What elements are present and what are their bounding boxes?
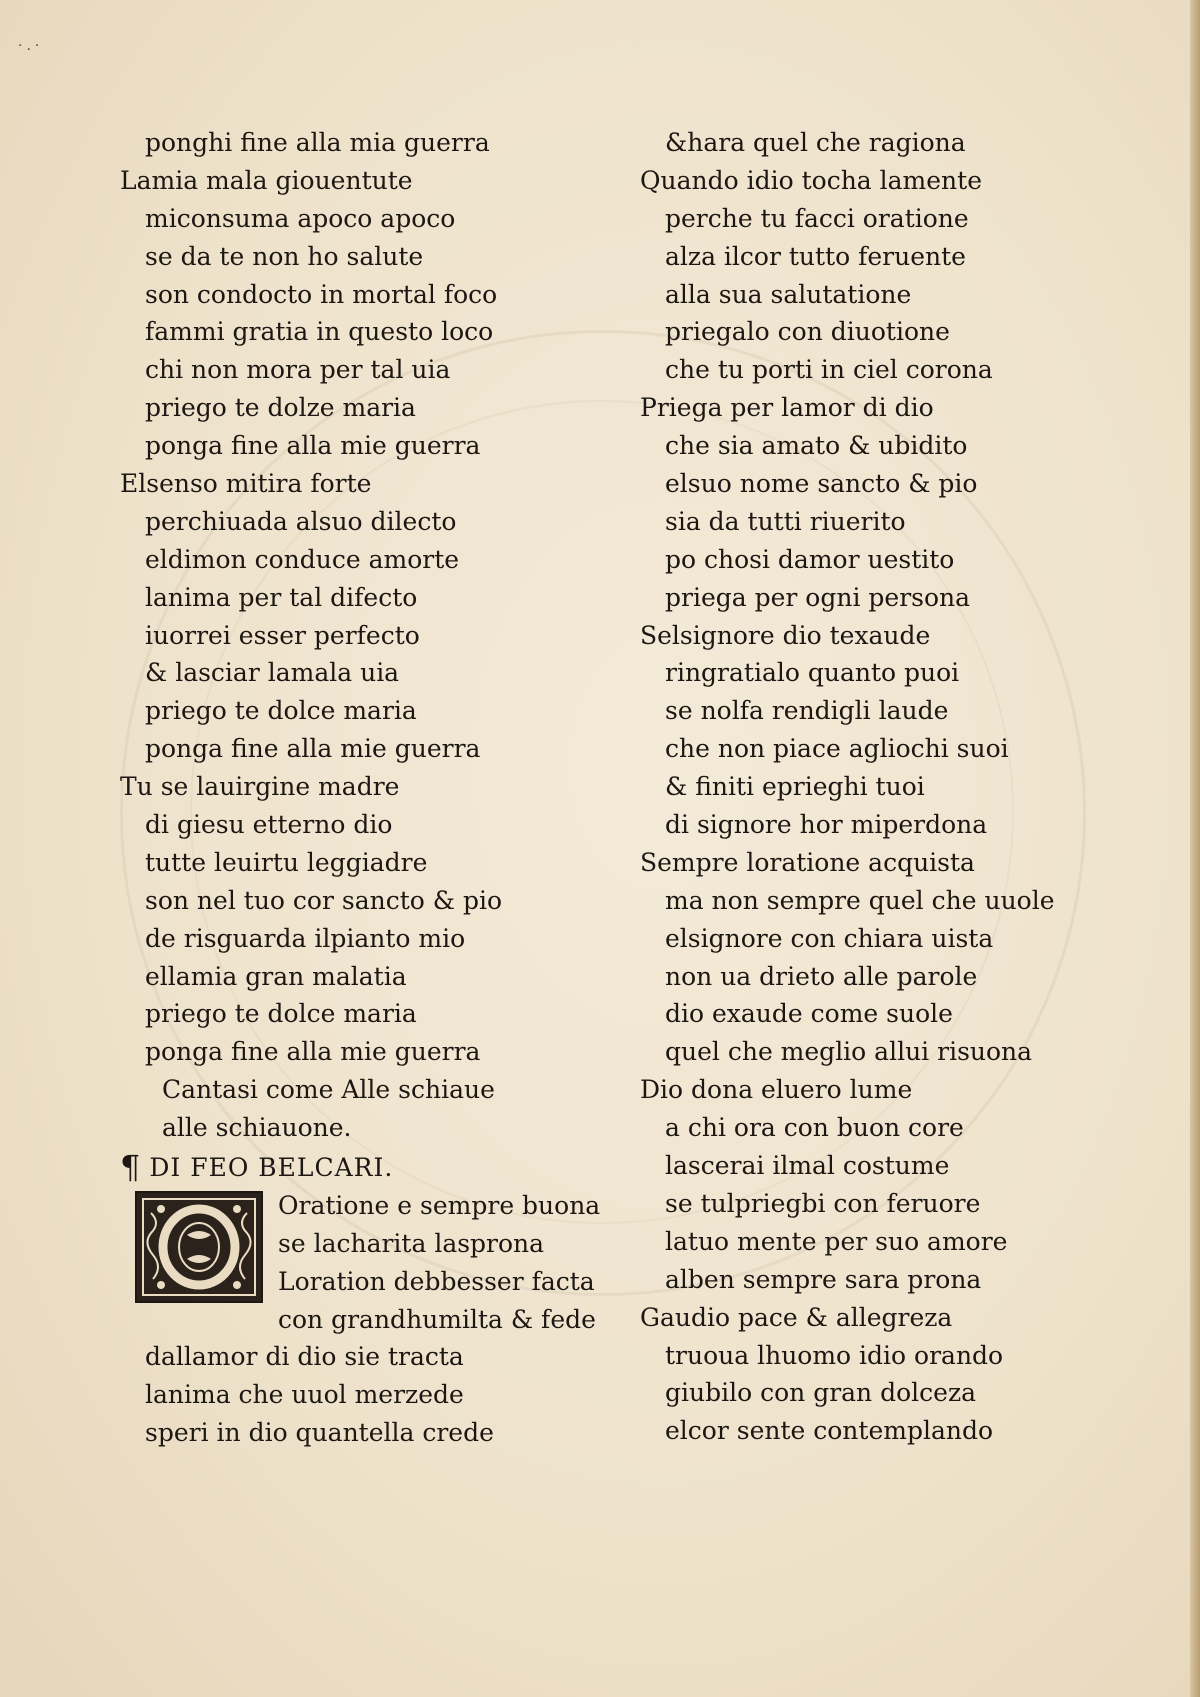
verse-line: Loration debbesser facta [278,1266,595,1296]
verse-line: tutte leuirtu leggiadre [145,847,428,877]
right-verses [640,124,1100,1450]
verse-line: che tu porti in ciel corona [665,355,993,385]
verse-line: &hara quel che ragiona [665,128,966,157]
verse-line: lanima che uuol merzede [145,1379,464,1409]
stanza-first-line: Sempre loratione acquista [640,847,975,877]
verse-line: non ua drieto alle parole [665,961,978,991]
verse-line: priego te dolce maria [145,999,417,1029]
page-edge [1190,0,1200,1697]
stanza-first-line: Priega per lamor di dio [640,393,934,423]
verse-line: de risguarda ilpianto mio [145,923,466,953]
verse-line: son nel tuo cor sancto & pio [145,885,502,915]
verse-line: po chosi damor uestito [665,544,955,574]
verse-line: con grandhumilta & fede [278,1304,596,1334]
verse-line: son condocto in mortal foco [145,279,498,309]
verse-line: giubilo con gran dolceza [665,1378,977,1408]
verse-line: speri in dio quantella crede [145,1417,494,1447]
verse-line: perche tu facci oratione [665,203,969,233]
left-verses [120,124,640,1071]
stanza-first-line: Dio dona eluero lume [640,1075,913,1105]
verse-line: fammi gratia in questo loco [145,317,494,347]
verse-line: ellamia gran malatia [145,961,407,991]
verse-line: dallamor di dio sie tracta [145,1342,464,1372]
verse-line: elsignore con chiara uista [665,923,994,953]
verse-line: elcor sente contemplando [665,1416,994,1446]
verse-line: che sia amato & ubidito [665,431,968,461]
verse-line: alza ilcor tutto feruente [665,241,966,271]
verse-line: a chi ora con buon core [665,1113,964,1143]
verse-line: se tulpriegbi con feruore [665,1188,981,1218]
verse-line: alla sua salutatione [665,279,912,309]
verse-line: ponghi fine alla mia guerra [145,128,490,157]
verse-line: truoua lhuomo idio orando [665,1340,1004,1370]
verse-line: di giesu etterno dio [145,810,393,840]
verse-line: se lacharita lasprona [278,1228,545,1258]
verse-line: ponga fine alla mie guerra [145,734,481,764]
verse-line: Oratione e sempre buona [278,1191,601,1221]
section-heading [120,1147,640,1187]
verse-line: elsuo nome sancto & pio [665,469,978,499]
verse-line: priegalo con diuotione [665,317,950,347]
verse-line: alben sempre sara prona [665,1264,982,1294]
stanza-first-line: Elsenso mitira forte [120,469,372,499]
verse-line: priega per ogni persona [665,582,971,612]
stanza-first-line: Quando idio tocha lamente [640,165,982,195]
verse-line: sia da tutti riuerito [665,506,906,536]
corner-marks: ·.· [18,38,44,54]
section-heading-text: DI FEO BELCARI. [149,1152,394,1182]
verse-line: quel che meglio allui risuona [665,1037,1033,1067]
verse-line: ponga fine alla mie guerra [145,1037,481,1067]
stanza-first-line: Gaudio pace & allegreza [640,1302,953,1332]
verse-line: chi non mora per tal uia [145,355,451,385]
verse-line: se nolfa rendigli laude [665,696,949,726]
verse-line: eldimon conduce amorte [145,544,460,574]
verse-line: ponga fine alla mie guerra [145,431,481,461]
verse-line: lascerai ilmal costume [665,1151,950,1181]
verse-line: ma non sempre quel che uuole [665,885,1055,915]
pilcrow-icon: ¶ [120,1148,142,1187]
initial-block [120,1187,640,1338]
left-column [120,124,640,1452]
verse-line: di signore hor miperdona [665,810,988,840]
verse-line: priego te dolze maria [145,393,416,423]
right-column [640,124,1100,1450]
verse-line: miconsuma apoco apoco [145,203,456,233]
stanza-first-line: Tu se lauirgine madre [120,772,400,802]
verse-line: latuo mente per suo amore [665,1226,1008,1256]
verse-line: lanima per tal difecto [145,582,418,612]
verse-line: & lasciar lamala uia [145,658,400,688]
verse-line: perchiuada alsuo dilecto [145,506,457,536]
stanza-first-line: Selsignore dio texaude [640,620,931,650]
rubric-line: alle schiauone. [162,1113,352,1143]
initial-lines [278,1187,600,1339]
rubric-line: Cantasi come Alle schiaue [162,1075,495,1105]
verse-line: & finiti eprieghi tuoi [665,772,925,802]
verse-line: iuorrei esser perfecto [145,620,420,650]
verse-line: priego te dolce maria [145,696,417,726]
verse-line: ringratialo quanto puoi [665,658,960,688]
verse-line: dio exaude come suole [665,999,953,1029]
stanza-first-line: Lamia mala giouentute [120,165,413,195]
verse-line: se da te non ho salute [145,241,424,271]
verse-line: che non piace agliochi suoi [665,734,1009,764]
decorated-initial-icon [135,1191,263,1303]
